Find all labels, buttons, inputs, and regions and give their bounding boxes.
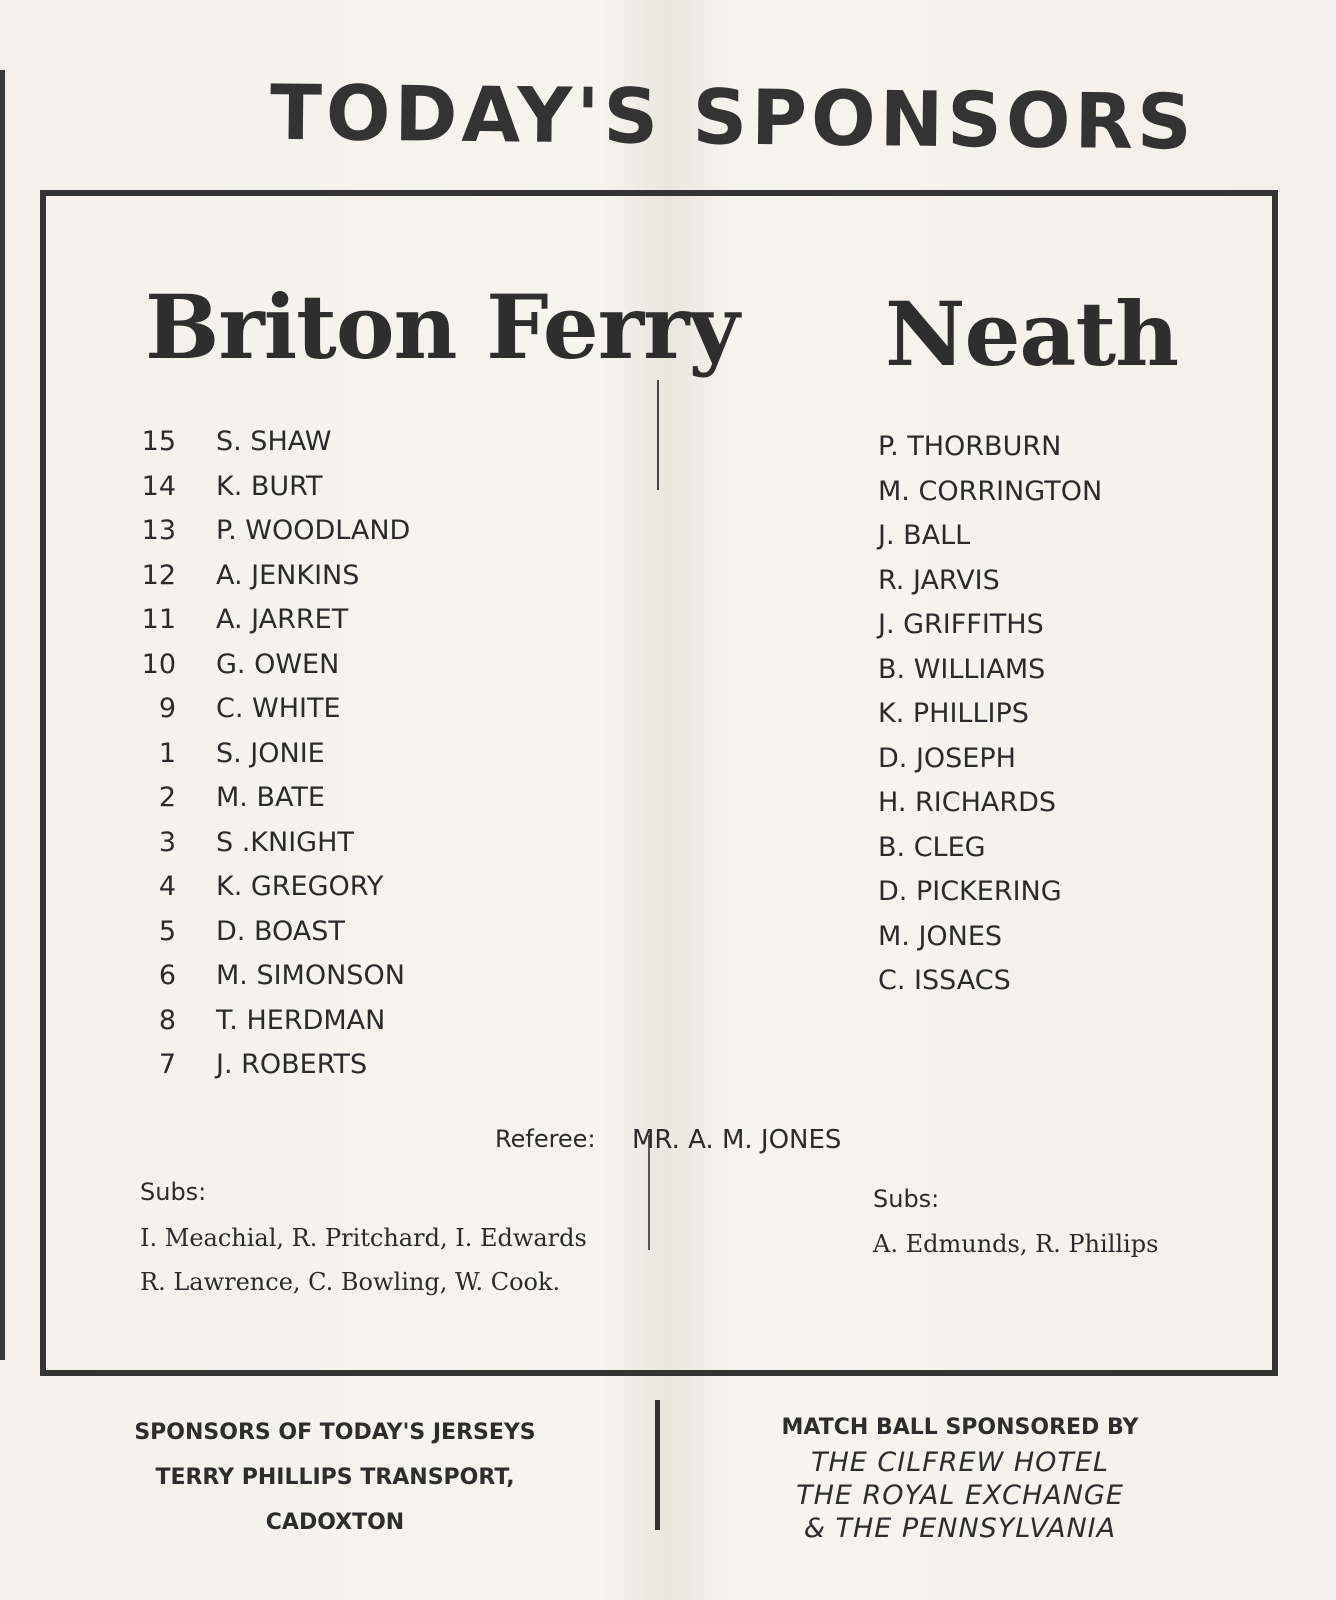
player-row [140, 509, 410, 554]
player-row [140, 1043, 410, 1088]
player-name: K. GREGORY [216, 871, 384, 902]
neath-player-list [878, 425, 1102, 1004]
team-name-neath: Neath [885, 282, 1179, 386]
player-row [140, 999, 410, 1044]
player-name: G. OWEN [216, 648, 340, 680]
player-row [140, 465, 410, 510]
jersey-sponsor-name: TERRY PHILLIPS TRANSPORT, [155, 1465, 515, 1490]
player-name: M. CORRINGTON [878, 475, 1103, 507]
player-number: 10 [141, 648, 176, 680]
player-row [140, 598, 410, 643]
player-number: 13 [141, 515, 176, 546]
player-number: 6 [158, 960, 176, 991]
page-edge [0, 70, 5, 1360]
player-name: H. RICHARDS [878, 787, 1057, 818]
player-name: M. BATE [216, 782, 325, 813]
player-name: R. JARVIS [878, 564, 1000, 596]
player-name: D. JOSEPH [878, 742, 1016, 774]
player-name: A. JARRET [216, 604, 349, 635]
player-name: C. WHITE [216, 693, 341, 724]
fold-mark [657, 380, 659, 490]
neath-subs-label: Subs: [873, 1185, 940, 1213]
briton-ferry-subs-line-2: R. Lawrence, C. Bowling, W. Cook. [140, 1268, 561, 1296]
player-row [140, 643, 410, 688]
player-name: S. JONIE [216, 737, 325, 769]
player-number: 1 [158, 737, 176, 769]
player-number: 5 [158, 915, 176, 947]
player-row [140, 554, 410, 599]
player-row [140, 865, 410, 910]
match-ball-heading: MATCH BALL SPONSORED BY [781, 1415, 1139, 1440]
player-name: M. SIMONSON [216, 960, 405, 991]
match-ball-sponsor-1: THE CILFREW HOTEL [810, 1447, 1110, 1478]
player-number: 9 [158, 693, 176, 724]
player-name: P. WOODLAND [216, 515, 411, 546]
player-name: S. SHAW [216, 426, 332, 457]
player-number: 14 [141, 470, 176, 502]
neath-subs-line-1: A. Edmunds, R. Phillips [873, 1230, 1159, 1258]
player-number: 8 [158, 1004, 176, 1036]
player-number: 11 [141, 604, 176, 635]
jersey-sponsor-heading: SPONSORS OF TODAY'S JERSEYS [134, 1420, 536, 1445]
jersey-sponsor-location: CADOXTON [265, 1510, 405, 1535]
jersey-sponsor-block [110, 1410, 560, 1545]
match-ball-sponsor-3: & THE PENNSYLVANIA [803, 1513, 1117, 1544]
player-name: M. JONES [878, 920, 1003, 952]
player-name: J. BALL [878, 520, 971, 551]
player-name: J. ROBERTS [216, 1049, 368, 1080]
referee-name: MR. A. M. JONES [632, 1125, 842, 1155]
player-name: K. BURT [216, 470, 323, 502]
briton-ferry-subs-label: Subs: [140, 1178, 207, 1206]
player-name: A. JENKINS [216, 559, 360, 591]
match-ball-sponsor-2: THE ROYAL EXCHANGE [796, 1480, 1124, 1511]
player-name: B. WILLIAMS [878, 653, 1046, 685]
player-number: 2 [158, 782, 176, 813]
briton-ferry-subs-line-1: I. Meachial, R. Pritchard, I. Edwards [140, 1224, 587, 1252]
referee-label: Referee: [495, 1125, 596, 1153]
player-row [140, 687, 410, 732]
player-name: C. ISSACS [878, 965, 1011, 996]
player-name: P. THORBURN [878, 431, 1062, 462]
player-row [140, 776, 410, 821]
player-number: 3 [158, 826, 176, 858]
player-name: D. BOAST [216, 915, 345, 947]
player-name: K. PHILLIPS [878, 698, 1029, 729]
player-number: 15 [141, 426, 176, 457]
sponsor-divider [655, 1400, 660, 1530]
player-name: J. GRIFFITHS [878, 609, 1044, 640]
briton-ferry-player-list [140, 420, 410, 1088]
player-row [140, 732, 410, 777]
player-number: 4 [158, 871, 176, 902]
player-number: 12 [141, 559, 176, 591]
player-row [140, 420, 410, 465]
player-name: S .KNIGHT [216, 826, 354, 858]
player-row [140, 910, 410, 955]
player-row [140, 954, 410, 999]
player-row [140, 821, 410, 866]
player-name: D. PICKERING [878, 876, 1062, 907]
player-number: 7 [158, 1049, 176, 1080]
match-ball-sponsor-block [750, 1410, 1170, 1545]
team-name-briton-ferry: Briton Ferry [145, 275, 739, 379]
player-name: B. CLEG [878, 831, 986, 863]
page-title: TODAY'S SPONSORS [269, 67, 1197, 167]
player-name: T. HERDMAN [216, 1004, 386, 1036]
